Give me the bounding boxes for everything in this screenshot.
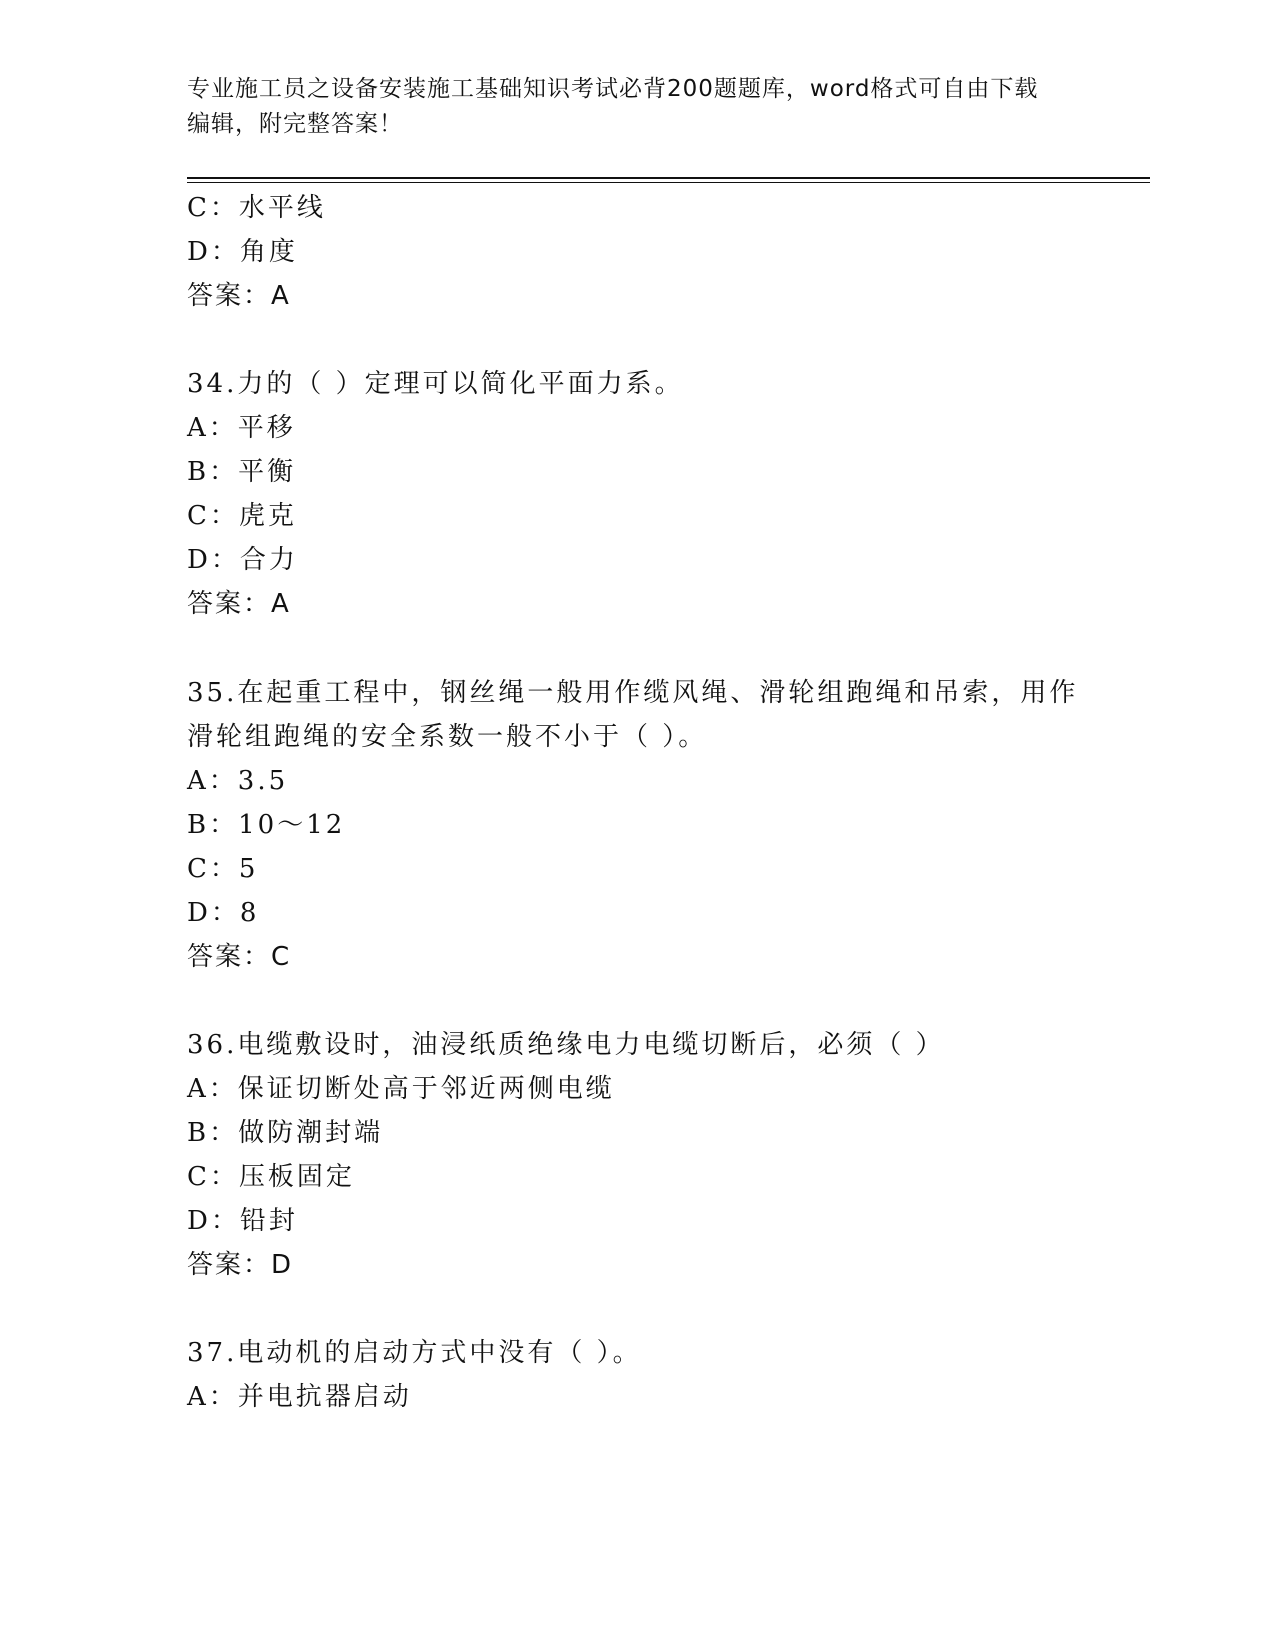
document-header (187, 72, 1067, 142)
q34-option-a: A：平移 (187, 413, 296, 443)
q35-option-a: A：3.5 (187, 766, 289, 796)
header-divider-thin (187, 182, 1150, 183)
q35-question-line-1: 35.在起重工程中，钢丝绳一般用作缆风绳、滑轮组跑绳和吊索，用作 (187, 678, 1079, 708)
header-divider-thick (187, 177, 1150, 179)
q36-option-a: A：保证切断处高于邻近两侧电缆 (187, 1074, 615, 1104)
q36-option-c: C：压板固定 (187, 1162, 355, 1192)
q37-option-a: A：并电抗器启动 (187, 1382, 412, 1412)
q34-option-d: D：合力 (187, 545, 298, 575)
q35-answer: 答案：C (187, 942, 292, 972)
q33-option-c: C：水平线 (187, 193, 326, 223)
q34-answer: 答案：A (187, 589, 291, 619)
q36-option-b: B：做防潮封端 (187, 1118, 384, 1148)
q34-option-c: C：虎克 (187, 501, 297, 531)
q34-option-b: B：平衡 (187, 457, 297, 487)
q36-question: 36.电缆敷设时，油浸纸质绝缘电力电缆切断后，必须（ ） (187, 1030, 945, 1060)
q35-option-d: D：8 (187, 898, 260, 928)
q37-question: 37.电动机的启动方式中没有（ ）。 (187, 1338, 642, 1368)
header-line-2: 编辑，附完整答案！ (187, 111, 403, 137)
q36-answer: 答案：D (187, 1250, 294, 1280)
header-line-1: 专业施工员之设备安装施工基础知识考试必背200题题库，word格式可自由下载 (187, 76, 1039, 102)
q36-option-d: D：铅封 (187, 1206, 298, 1236)
q35-question-line-2: 滑轮组跑绳的安全系数一般不小于（ ）。 (187, 722, 708, 752)
q35-option-b: B：10～12 (187, 810, 346, 840)
q33-answer: 答案：A (187, 281, 291, 311)
q33-option-d: D：角度 (187, 237, 298, 267)
q34-question: 34.力的（ ）定理可以简化平面力系。 (187, 369, 684, 399)
q35-option-c: C：5 (187, 854, 259, 884)
